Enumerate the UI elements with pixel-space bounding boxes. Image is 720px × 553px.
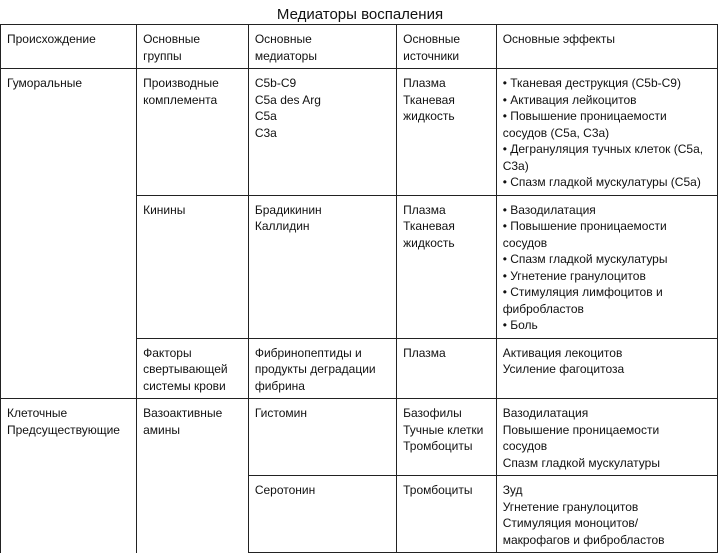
- cell-effects: • Тканевая деструкция (C5b-C9) • Активация лейкоцитов • Повышение проницаемости сосудов (C5a, C3a) • Дегрануляция тучных клеток (C5a, C3a) • Спазм гладкой мускулатуры (C5a): [496, 69, 717, 196]
- cell-mediators: Гистомин: [248, 399, 396, 476]
- cell-group: Факторы свертывающей системы крови: [137, 338, 249, 399]
- cell-group: [137, 476, 249, 553]
- cell-origin: Гуморальные: [1, 69, 137, 196]
- cell-effects: Активация лекоцитов Усиление фагоцитоза: [496, 338, 717, 399]
- cell-sources: Базофилы Тучные клетки Тромбоциты: [397, 399, 497, 476]
- table-row: [1, 476, 718, 553]
- cell-origin: [1, 338, 137, 399]
- cell-mediators: Фибринопептиды и продукты деградации фибрина: [248, 338, 396, 399]
- header-sources: Основные источники: [397, 25, 497, 69]
- table-row: [1, 69, 718, 196]
- cell-origin: [1, 476, 137, 553]
- header-origin: Происхождение: [1, 25, 137, 69]
- table-row: [1, 195, 718, 338]
- cell-sources: Плазма: [397, 338, 497, 399]
- mediators-table: [0, 24, 718, 553]
- cell-effects: • Вазодилатация • Повышение проницаемости сосудов • Спазм гладкой мускулатуры • Угнетение гранулоцитов • Стимуляция лимфоцитов и фибробластов • Боль: [496, 195, 717, 338]
- header-mediators: Основные медиаторы: [248, 25, 396, 69]
- cell-group: Вазоактивные амины: [137, 399, 249, 476]
- cell-mediators: Серотонин: [248, 476, 396, 553]
- cell-sources: Тромбоциты: [397, 476, 497, 553]
- header-groups: Основные группы: [137, 25, 249, 69]
- cell-effects: Зуд Угнетение гранулоцитов Стимуляция моноцитов/ макрофагов и фибробластов: [496, 476, 717, 553]
- cell-sources: Плазма Тканевая жидкость: [397, 69, 497, 196]
- cell-origin: [1, 195, 137, 338]
- table-header-row: [1, 25, 718, 69]
- cell-group: Кинины: [137, 195, 249, 338]
- table-row: [1, 399, 718, 476]
- cell-origin: Клеточные Предсуществующие: [1, 399, 137, 476]
- table-row: [1, 338, 718, 399]
- cell-sources: Плазма Тканевая жидкость: [397, 195, 497, 338]
- cell-group: Производные комплемента: [137, 69, 249, 196]
- page-title: Медиаторы воспаления: [276, 6, 444, 23]
- cell-effects: Вазодилатация Повышение проницаемости сосудов Спазм гладкой мускулатуры: [496, 399, 717, 476]
- header-effects: Основные эффекты: [496, 25, 717, 69]
- cell-mediators: Брадикинин Каллидин: [248, 195, 396, 338]
- cell-mediators: C5b-C9 C5a des Arg C5a C3a: [248, 69, 396, 196]
